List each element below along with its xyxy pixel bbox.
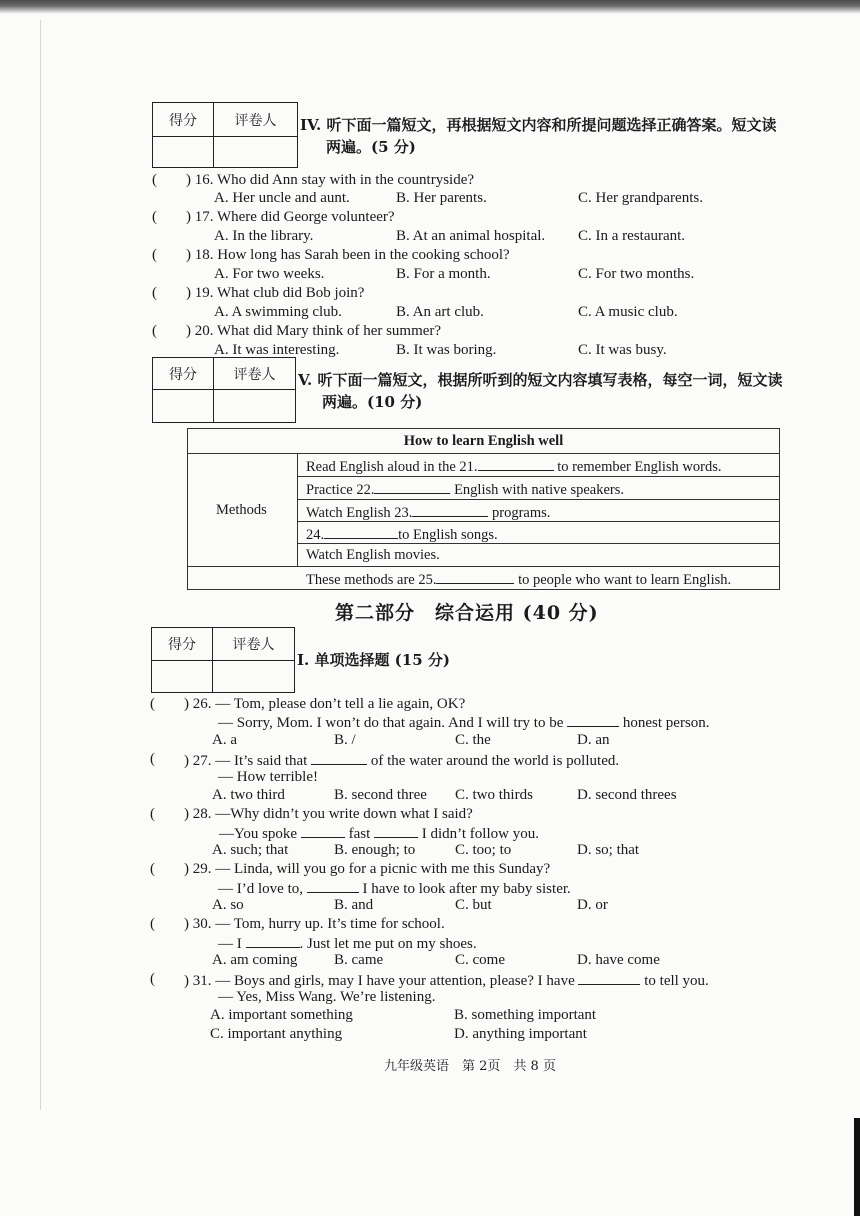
grader-label: 评卷人 xyxy=(213,628,295,661)
section-5-heading-cont: 两遍。(10 分) xyxy=(322,393,423,411)
blank-22[interactable] xyxy=(374,479,450,494)
score-label: 得分 xyxy=(153,103,214,137)
table-title: How to learn English well xyxy=(403,433,564,449)
option-c[interactable]: C. It was busy. xyxy=(578,342,667,358)
option-c[interactable]: C. too; to xyxy=(455,842,512,858)
scan-top-edge xyxy=(0,0,860,14)
fill-in-table xyxy=(187,428,780,590)
blank-28b[interactable] xyxy=(374,823,418,838)
option-c[interactable]: C. come xyxy=(455,952,505,968)
option-a[interactable]: A. For two weeks. xyxy=(214,266,325,282)
score-label: 得分 xyxy=(153,358,214,390)
answer-paren[interactable]: ( xyxy=(150,806,155,822)
option-a[interactable]: A. In the library. xyxy=(214,228,314,244)
option-c[interactable]: C. In a restaurant. xyxy=(578,228,686,244)
question-stem: ) 16. Who did Ann stay with in the countryside? xyxy=(186,172,475,188)
question-30: ) 30. — Tom, hurry up. It’s time for school. xyxy=(184,916,445,932)
option-b[interactable]: B. It was boring. xyxy=(396,342,497,358)
question-stem: ) 17. Where did George volunteer? xyxy=(186,209,395,225)
score-label: 得分 xyxy=(152,628,213,661)
option-d[interactable]: D. so; that xyxy=(577,842,640,858)
option-a[interactable]: A. two third xyxy=(212,787,285,803)
option-c[interactable]: C. two thirds xyxy=(455,787,533,803)
score-cell[interactable] xyxy=(153,137,214,168)
question-stem: ) 19. What club did Bob join? xyxy=(186,285,365,301)
answer-paren[interactable]: ( xyxy=(150,861,155,877)
question-29: ) 29. — Linda, will you go for a picnic with me this Sunday? xyxy=(184,861,551,877)
question-30-reply: — I . Just let me put on my shoes. xyxy=(218,933,477,953)
blank-21[interactable] xyxy=(478,456,554,471)
option-c[interactable]: C. the xyxy=(455,732,491,748)
section-4-heading-cont: 两遍。(5 分) xyxy=(326,138,416,156)
grader-label: 评卷人 xyxy=(214,103,298,137)
scan-right-edge-mark xyxy=(854,1118,860,1216)
option-b[interactable]: B. Her parents. xyxy=(396,190,487,206)
answer-paren[interactable]: ( xyxy=(152,323,157,339)
option-c[interactable]: C. For two months. xyxy=(578,266,695,282)
option-c[interactable]: C. A music club. xyxy=(578,304,678,320)
section-4-heading: IV. 听下面一篇短文，再根据短文内容和所提问题选择正确答案。短文读 xyxy=(300,116,777,134)
blank-29[interactable] xyxy=(307,878,359,893)
score-box-part-2 xyxy=(151,627,295,693)
section-i-heading: I. 单项选择题 (15 分) xyxy=(297,651,450,669)
answer-paren[interactable]: ( xyxy=(150,971,155,987)
grader-label: 评卷人 xyxy=(214,358,296,390)
option-b[interactable]: B. and xyxy=(334,897,374,913)
option-d[interactable]: D. anything important xyxy=(454,1026,587,1042)
score-box-section-5 xyxy=(152,357,296,423)
option-b[interactable]: B. For a month. xyxy=(396,266,491,282)
answer-paren[interactable]: ( xyxy=(152,172,157,188)
option-a[interactable]: A. such; that xyxy=(212,842,289,858)
option-d[interactable]: D. have come xyxy=(577,952,660,968)
part-2-title: 第二部分 综合运用 (40 分) xyxy=(335,602,599,624)
question-28: ) 28. —Why didn’t you write down what I said? xyxy=(184,806,473,822)
scan-left-edge xyxy=(40,20,41,1110)
question-26-reply: — Sorry, Mom. I won’t do that again. And I will try to be honest person. xyxy=(218,712,710,732)
blank-23[interactable] xyxy=(412,502,488,517)
option-b[interactable]: B. / xyxy=(334,732,356,748)
grader-cell[interactable] xyxy=(214,390,296,423)
score-box-section-4 xyxy=(152,102,298,168)
score-cell[interactable] xyxy=(152,661,213,693)
option-b[interactable]: B. At an animal hospital. xyxy=(396,228,546,244)
blank-24[interactable] xyxy=(324,524,398,539)
option-c[interactable]: C. but xyxy=(455,897,492,913)
question-29-reply: — I’d love to, I have to look after my baby sister. xyxy=(218,878,571,898)
option-c[interactable]: C. important anything xyxy=(210,1026,343,1042)
answer-paren[interactable]: ( xyxy=(152,209,157,225)
question-31: ) 31. — Boys and girls, may I have your attention, please? I have to tell you. xyxy=(184,970,709,990)
option-b[interactable]: B. second three xyxy=(334,787,427,803)
table-row-24: 24. to English songs. xyxy=(306,524,498,544)
answer-paren[interactable]: ( xyxy=(152,247,157,263)
option-a[interactable]: A. important something xyxy=(210,1007,353,1023)
question-27: ) 27. — It’s said that of the water around the world is polluted. xyxy=(184,750,619,770)
blank-26[interactable] xyxy=(567,712,619,727)
option-a[interactable]: A. It was interesting. xyxy=(214,342,340,358)
table-row-23: Watch English 23. programs. xyxy=(306,502,550,522)
table-row-25: These methods are 25. to people who want to learn English. xyxy=(306,569,731,589)
answer-paren[interactable]: ( xyxy=(150,696,155,712)
option-d[interactable]: D. an xyxy=(577,732,610,748)
page-footer: 九年级英语 第 2页 共 8 页 xyxy=(384,1059,556,1074)
section-5-heading: V. 听下面一篇短文，根据所听到的短文内容填写表格，每空一词，短文读 xyxy=(298,371,783,389)
table-row-21: Read English aloud in the 21. to remember English words. xyxy=(306,456,722,476)
option-a[interactable]: A. so xyxy=(212,897,244,913)
option-a[interactable]: A. Her uncle and aunt. xyxy=(214,190,350,206)
question-31-reply: — Yes, Miss Wang. We’re listening. xyxy=(218,989,436,1005)
answer-paren[interactable]: ( xyxy=(150,916,155,932)
option-c[interactable]: C. Her grandparents. xyxy=(578,190,703,206)
option-b[interactable]: B. enough; to xyxy=(334,842,416,858)
option-a[interactable]: A. A swimming club. xyxy=(214,304,342,320)
question-stem: ) 18. How long has Sarah been in the cooking school? xyxy=(186,247,510,263)
methods-label: Methods xyxy=(216,502,267,518)
option-b[interactable]: B. came xyxy=(334,952,384,968)
answer-paren[interactable]: ( xyxy=(152,285,157,301)
grader-cell[interactable] xyxy=(213,661,295,693)
option-b[interactable]: B. An art club. xyxy=(396,304,484,320)
option-a[interactable]: A. a xyxy=(212,732,237,748)
blank-25[interactable] xyxy=(436,569,514,584)
answer-paren[interactable]: ( xyxy=(150,751,155,767)
option-a[interactable]: A. am coming xyxy=(212,952,298,968)
table-row-movies: Watch English movies. xyxy=(306,547,440,563)
table-row-22: Practice 22. English with native speakers. xyxy=(306,479,624,499)
grader-cell[interactable] xyxy=(214,137,298,168)
score-cell[interactable] xyxy=(153,390,214,423)
option-d[interactable]: D. second threes xyxy=(577,787,677,803)
question-26: ) 26. — Tom, please don’t tell a lie again, OK? xyxy=(184,696,466,712)
blank-28a[interactable] xyxy=(301,823,345,838)
option-b[interactable]: B. something important xyxy=(454,1007,597,1023)
option-d[interactable]: D. or xyxy=(577,897,608,913)
question-28-reply: —You spoke fast I didn’t follow you. xyxy=(219,823,539,843)
blank-30[interactable] xyxy=(246,933,300,948)
blank-27[interactable] xyxy=(311,750,367,765)
blank-31[interactable] xyxy=(578,970,640,985)
question-27-reply: — How terrible! xyxy=(218,769,318,785)
question-stem: ) 20. What did Mary think of her summer? xyxy=(186,323,442,339)
